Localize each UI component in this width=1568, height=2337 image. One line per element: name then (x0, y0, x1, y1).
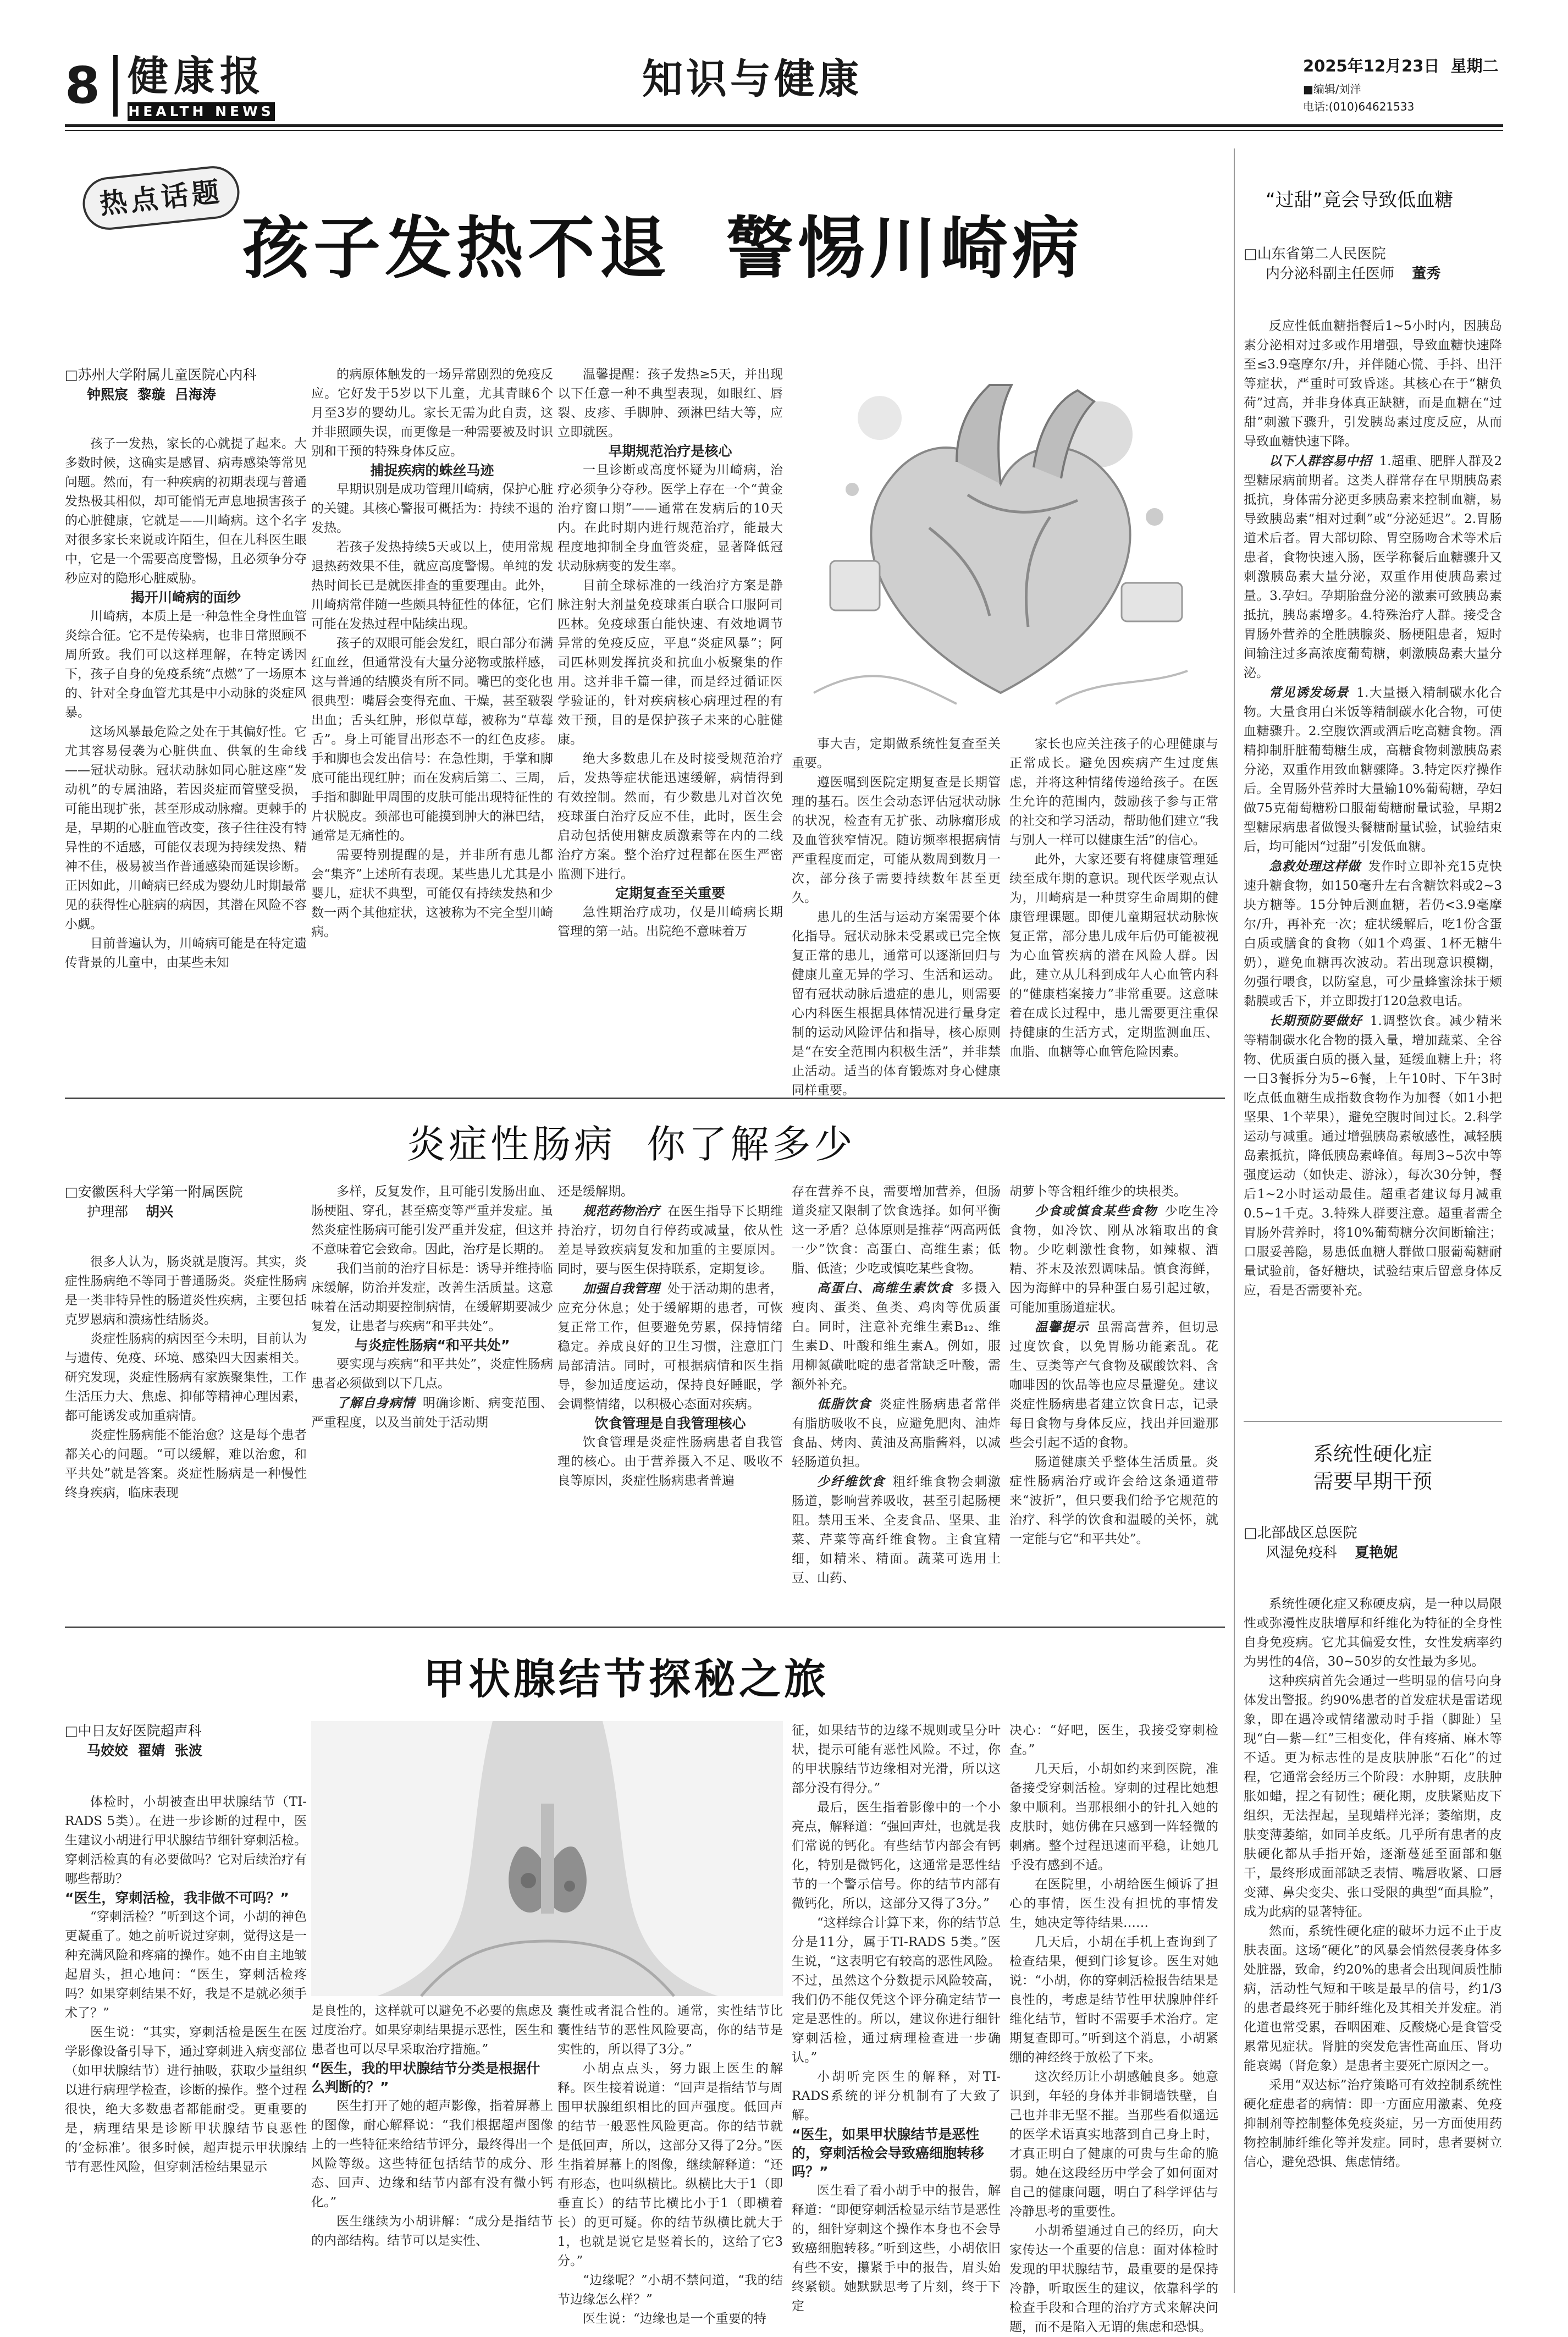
article2-col5-p1: 胡萝卜等含粗纤维少的块根类。 (1009, 1184, 1186, 1199)
article1-col2-p5: 需要特别提醒的是，并非所有患儿都会“集齐”上述所有表现。某些患儿尤其是小婴儿，症状不典型，可能仅有持续发热和少数一两个其他症状，这被称为不完全型川崎病。 (311, 848, 553, 939)
article1-subhead-4: 定期复查至关重要 (615, 885, 725, 901)
article2-col4-p2 (792, 1278, 1001, 1395)
article2-title: 炎症性肠病 你了解多少 (407, 1122, 856, 1167)
hot-topic-badge (80, 163, 242, 232)
article3-col4-p3: “这样综合计算下来，你的结节总分是11分，属于TI-RADS 5类。”医生说，“这表明它有较高的恶性风险。不过，虽然这个分数提示风险较高，我们仍不能仅凭这个评分确定结节一定是恶性的。所以，建议你进行细针穿刺活检，通过病理检查进一步确认。” (792, 1916, 1001, 2065)
article3-col4-p1: 征，如果结节的边缘不规则或呈分叶状，提示可能有恶性风险。不过，你的甲状腺结节边缘相对光滑，所以这部分没有得分。” (792, 1723, 1001, 1795)
article2-col2-p2: 我们当前的治疗目标是：诱导并维持临床缓解，防治并发症，改善生活质量。这意味着在活动期要控制病情，在缓解期要减少复发，让患者与疾病“和平共处”。 (311, 1261, 553, 1333)
sidebar1-p4-text: 发作时立即补充15克快速升糖食物，如150毫升左右含糖饮料或2~3块方糖等。15分钟后测血糖，若仍<3.9毫摩尔/升，再补充一次；症状缓解后，吃1份含蛋白质或膳食的食物（如1个鸡蛋、1杯无糖牛奶），避免血糖再次波动。若出现意识模糊，勿强行喂食，以防窒息，可少量蜂蜜涂抹于颊黏膜或舌下，并立即拨打120急救电话。 (1244, 859, 1502, 1008)
article1-col3-p3: 目前全球标准的一线治疗方案是静脉注射大剂量免疫球蛋白联合口服阿司匹林。免疫球蛋白能快速、有效地调节异常的免疫反应，平息“炎症风暴”；阿司匹林则发挥抗炎和抗血小板聚集的作用。这并非千篇一律，而是经过循证医学验证的，针对疾病核心病理过程的有效干预，目的是保护孩子未来的心脏健康。 (557, 578, 783, 747)
issue-date: 2025年12月23日 星期二 (1303, 57, 1499, 75)
sidebar2-author: 夏艳妮 (1355, 1545, 1398, 1561)
article3-col4-p5: 医生看了看小胡手中的报告，解释道：“即便穿刺活检显示结节是恶性的，细针穿刺这个操作本身也不会导致癌细胞转移。”听到这些，小胡依旧有些不安，攥紧手中的报告，眉头始终紧锁。她默默思考了片刻，终于下定 (792, 2184, 1001, 2313)
masthead-rule (65, 124, 1503, 127)
article3-col5 (1009, 1721, 1218, 2334)
article1-col1-p2: 川崎病，本质上是一种急性全身性血管炎综合征。它不是传染病，也非日常照顾不周所致。我们可以这样理解，在特定诱因下，孩子自身的免疫系统“点燃”了一场原本的、针对全身血管尤其是中小动脉的炎症风暴。 (65, 609, 307, 720)
sidebar1-byline (1244, 244, 1502, 284)
article2-col5-p4: 肠道健康关乎整体生活质量。炎症性肠病治疗或许会给这条通道带来“波折”，但只要我们给予它规范的治疗、科学的饮食和温暖的关怀，就一定能与它“和平共处”。 (1009, 1455, 1218, 1546)
article2-lead-8: 温馨提示 (1035, 1320, 1089, 1335)
heart-illustration (792, 352, 1210, 726)
article1-col2-p3: 若孩子发热持续5天或以上，使用常规退热药效果不佳，就应高度警惕。单纯的发热时间长已是就医排查的重要理由。此外，川崎病常伴随一些颇具特征性的体征，它们可能在发热过程中陆续出现。 (311, 540, 553, 631)
article3-col5-p6: 小胡希望通过自己的经历，向大家传达一个重要的信息：面对体检时发现的甲状腺结节，最重要的是保持冷静，听取医生的建议，依靠科学的检查手段和合理的治疗方式来解决问题，而不是陷入无谓的焦虑和恐惧。 (1009, 2224, 1218, 2334)
article1-col2-p1: 的病原体触发的一场异常剧烈的免疫反应。它好发于5岁以下儿童，尤其青睐6个月至3岁的婴幼儿。家长无需为此自责，这并非照顾失误，而更像是一种需要被及时识别和干预的特殊身体反应。 (311, 367, 553, 459)
sidebar-mid-rule (1244, 1421, 1502, 1422)
article1-col5-p1: 家长也应关注孩子的心理健康与正常成长。避免因疾病产生过度焦虑，并将这种情绪传递给孩子。在医生允许的范围内，鼓励孩子参与正常的社交和学习活动，帮助他们建立“我与别人一样可以健康生活”的信心。 (1009, 737, 1218, 847)
article3-col2 (311, 2002, 553, 2288)
sidebar2-p2: 这种疾病首先会通过一些明显的信号向身体发出警报。约90%患者的首发症状是雷诺现象，即在遇冷或情绪激动时手指（脚趾）呈现“白—紫—红”三相变化，伴有疼痛、麻木等不适。更为标志性的是皮肤肿胀“石化”的过程，它通常会经历三个阶段：水肿期，皮肤肿胀如蜡，捏之有韧性；硬化期，皮肤紧贴皮下组织，无法捏起，呈现蜡样光泽；萎缩期，皮肤变薄萎缩，如同羊皮纸。几乎所有患者的皮肤硬化都从手指开始，逐渐蔓延至面部和躯干，最终形成面部缺乏表情、嘴唇收紧、口唇变薄、鼻尖变尖、张口受限的典型“面具脸”，成为此病的显著特征。 (1244, 1674, 1502, 1919)
article2-col5-p2-text: 少吃生冷食物，如冷饮、刚从冰箱取出的食物。少吃刺激性食物，如辣椒、酒精、芥末及浓烈调味品。慎食海鲜，因为海鲜中的异种蛋白易引起过敏，可能加重肠道症状。 (1009, 1204, 1218, 1315)
article3-col4-p2: 最后，医生指着影像中的一个小亮点，解释道：“强回声灶，也就是我们常说的钙化。有些结节内部会有钙化，特别是微钙化，这通常是恶性结节的一个警示信号。你的结节内部有微钙化，所以，这部分又得了3分。” (792, 1800, 1001, 1911)
article2-role: 护理部 (87, 1204, 129, 1220)
article3-col4 (792, 1721, 1001, 2313)
sidebar1-p3 (1244, 683, 1502, 857)
article2-col4-p3-text: 炎症性肠病患者常伴有脂肪吸收不良，应避免肥肉、油炸食品、烤肉、黄油及高脂酱料，以减轻肠道负担。 (792, 1397, 1001, 1469)
sidebar2-p4: 采用“双达标”治疗策略可有效控制系统性硬化症患者的病情：即一方面应用激素、免疫抑制剂等控制整体免疫炎症，另一方面使用药物控制肺纤维化等并发症。同时，患者要树立信心，避免恐惧、焦虑情绪。 (1244, 2078, 1502, 2169)
article3-col3 (557, 2002, 783, 2326)
article1-col4-p3: 患儿的生活与运动方案需要个体化指导。冠状动脉未受累或已完全恢复正常的患儿，通常可以逐渐回归与健康儿童无异的学习、生活和运动。留有冠状动脉后遗症的患儿，则需要心内科医生根据具体情况进行量身定制的运动风险评估和指导，核心原则是“在安全范围内积极生活”，并非禁止活动。适当的体育锻炼对身心健康同样重要。 (792, 910, 1001, 1098)
article2-col3-p3 (557, 1279, 783, 1414)
article1-col5-p2: 此外，大家还要有将健康管理延续至成年期的意识。现代医学观点认为，川崎病是一种贯穿生命周期的健康管理课题。即便儿童期冠状动脉恢复正常，部分患儿成年后仍可能被视为心血管疾病的潜在风险人群。因此，建立从儿科到成年人心血管内科的“健康档案接力”非常重要。这意味着在成长过程中，患儿需要更注重保持健康的生活方式，定期监测血压、血脂、血糖等心血管危险因素。 (1009, 852, 1218, 1059)
article1-col1 (65, 434, 307, 1089)
article1-affiliation: □苏州大学附属儿童医院心内科 (65, 367, 257, 383)
article2-col5 (1009, 1182, 1218, 1616)
sidebar2-p1: 系统性硬化症又称硬皮病，是一种以局限性或弥漫性皮肤增厚和纤维化为特征的全身性自身免疫病。它尤其偏爱女性，女性发病率约为男性的4倍，30~50岁的女性最为多见。 (1244, 1597, 1502, 1669)
page-number-bar (113, 55, 118, 117)
article3-question-3: “医生，如果甲状腺结节是恶性的，穿刺活检会导致癌细胞转移吗？” (792, 2126, 985, 2180)
sidebar1-lead-1: 以下人群容易中招 (1269, 454, 1372, 468)
sidebar1-role: 内分泌科副主任医师 (1266, 266, 1395, 282)
article1-col3-p5: 急性期治疗成功，仅是川崎病长期管理的第一站。出院绝不意味着万 (557, 905, 783, 939)
article2-col2-p4 (311, 1393, 553, 1432)
article3-col1-p1: 体检时，小胡被查出甲状腺结节（TI-RADS 5类）。在进一步诊断的过程中，医生建议小胡进行甲状腺结节细针穿刺活检。穿刺活检真的有必要做吗？它对后续治疗有哪些帮助？ (65, 1795, 307, 1886)
page-number: 8 (65, 56, 101, 115)
sidebar2-role-line (1244, 1543, 1502, 1563)
sidebar1-p5-text: 1.调整饮食。减少精米等精制碳水化合物的摄入量，增加蔬菜、全谷物、优质蛋白质的摄入量，延缓血糖上升；将一日3餐拆分为5~6餐，上午10时、下午3时吃点低血糖生成指数食物作为加餐（如1小把坚果、1个苹果），避免空腹时间过长。2.科学运动与减重。通过增强胰岛素敏感性，减轻胰岛素抵抗，降低胰岛素峰值。每周3~5次中等强度运动（如快走、游泳），每次30分钟，餐后1~2小时运动最佳。超重者建议每月减重0.5~1千克。3.特殊人群要注意。超重者需全胃肠外营养时，将10%葡萄糖分次间断输注；口服妥善隐，易患低血糖人群做口服葡萄糖耐量试验前，备好糖块，试验结束后留意身体反应，看是否需要补充。 (1244, 1014, 1503, 1298)
article2-col3-p3-text: 处于活动期的患者，应充分休息；处于缓解期的患者，可恢复正常工作，但要避免劳累，保持情绪稳定。养成良好的卫生习惯，注意肛门局部清洁。同时，可根据病情和医生指导，参加适度运动，保持良好睡眠，学会调整情绪，以积极心态面对疾病。 (557, 1282, 783, 1412)
sidebar2-p3: 然而，系统性硬化症的破坏力远不止于皮肤表面。这场“硬化”的风暴会悄然侵袭身体多处脏器，致命，约20%的患者会出现间质性肺病，活动性气短和干咳是最早的信号，约1/3的患者最终死于肺纤维化及其相关并发症。消化道也常受累，吞咽困难、反酸烧心是食管受累常见症状。肾脏的突发危害性高血压、肾功能衰竭（肾危象）是患者主要死亡原因之一。 (1244, 1924, 1502, 2073)
sidebar1-lead-2: 常见诱发场景 (1269, 685, 1349, 700)
article2-col2-p4-text: 明确诊断、病变范围、严重程度，以及当前处于活动期 (311, 1396, 554, 1430)
paper-name: 健康报 (128, 53, 266, 100)
article3-col3-p3: “边缘呢？”小胡不禁问道，“我的结节边缘怎么样？” (557, 2273, 783, 2307)
sidebar1-title: “过甜”竟会导致低血糖 (1266, 189, 1454, 211)
sidebar1-p4 (1244, 857, 1502, 1011)
article2-col5-p2 (1009, 1201, 1218, 1318)
article1-col4-p2: 遵医嘱到医院定期复查是长期管理的基石。医生会动态评估冠状动脉的状况，检查有无扩张、动脉瘤形成及血管狭窄情况。随访频率根据病情严重程度而定，可能从数周到数月一次，部分孩子需要持续数年甚至更久。 (792, 775, 1001, 905)
article2-col3-p4: 饮食管理是炎症性肠病患者自我管理的核心。由于营养摄入不足、吸收不良等原因，炎症性肠病患者普遍 (557, 1435, 783, 1488)
phone: 电话:(010)64621533 (1303, 100, 1415, 113)
sidebar1-role-line (1244, 264, 1502, 284)
article3-col5-p3: 在医院里，小胡给医生倾诉了担心的事情，医生没有担忧的事情发生，她决定等待结果…… (1009, 1877, 1218, 1930)
article2-col4-p3 (792, 1395, 1001, 1472)
article1-col1-p1: 孩子一发热，家长的心就提了起来。大多数时候，这确实是感冒、病毒感染等常见问题。然而，有一种疾病的初期表现与普通发热极其相似，却可能悄无声息地损害孩子的心脏健康，它就是——川崎病。这个名字对很多家长来说或许陌生，但在儿科医生眼中，它是一个需要高度警惕，且必须争分夺秒应对的隐形心脏威胁。 (65, 437, 307, 586)
article3-col5-p4: 几天后，小胡在手机上查询到了检查结果，便到门诊复诊。医生对她说：“小胡，你的穿刺活检报告结果是良性的，考虑是结节性甲状腺肿伴纤维化结节，暂时不需要手术治疗。定期复查即可。”听到这个消息，小胡紧绷的神经终于放松了下来。 (1009, 1935, 1218, 2065)
section-title: 知识与健康 (642, 56, 862, 103)
article2-byline (65, 1182, 307, 1222)
sidebar1-lead-3: 急救处理这样做 (1269, 859, 1361, 874)
sidebar1-p2-text: 1.超重、肥胖人群及2型糖尿病前期者。这类人群常存在早期胰岛素抵抗，身体需分泌更多胰岛素来控制血糖，易导致胰岛素“相对过剩”或“分泌延迟”。2.胃肠道术后者。胃大部切除、胃空肠吻合术等术后患者，食物快速入肠，医学称餐后血糖骤升又刺激胰岛素大量分泌，双重作用使胰岛素过量。3.孕妇。孕期胎盘分泌的激素可致胰岛素抵抗，胰岛素增多。4.特殊治疗人群。接受含胃肠外营养的全胜胰腺炎、肠梗阻患者，短时间输注过多高浓度葡萄糖，刺激胰岛素大量分泌。 (1244, 454, 1503, 680)
sidebar2-body (1244, 1595, 1502, 2288)
article3-byline (65, 1721, 307, 1761)
article2-col1-p3: 炎症性肠病能不能治愈？这是每个患者都关心的问题。“可以缓解，难以治愈，和平共处”就是答案。炎症性肠病是一种慢性终身疾病，临床表现 (65, 1428, 307, 1500)
article2-col5-p3 (1009, 1318, 1218, 1453)
sidebar2-byline (1244, 1523, 1502, 1563)
article2-lead-1: 了解自身病情 (336, 1396, 415, 1410)
article3-col1 (65, 1793, 307, 2288)
article1-col4-p1: 事大吉，定期做系统性复查至关重要。 (792, 737, 1001, 770)
article3-col2-p3: 医生继续为小胡讲解：“成分是指结节的内部结构。结节可以是实性、 (311, 2214, 553, 2248)
article2-affiliation: □安徽医科大学第一附属医院 (65, 1184, 243, 1200)
article3-col2-p2: 医生打开了她的超声影像，指着屏幕上的图像，耐心解释说：“我们根据超声图像上的一些特征来给结节评分，最终得出一个风险等级。这些特征包括结节的成分、形态、回声、边缘和结节内部有没有微小钙化。” (311, 2099, 553, 2209)
heart-icon (792, 352, 1210, 726)
article1-bottom-rule (65, 1098, 1225, 1099)
article2-col2-p1: 多样，反复发作，且可能引发肠出血、肠梗阻、穿孔，甚至癌变等严重并发症。虽然炎症性肠病可能引发严重并发症，但这并不意味着它会致命。因此，治疗是长期的。 (311, 1184, 553, 1256)
article2-subhead-1: 与炎症性肠病“和平共处” (354, 1337, 510, 1353)
sidebar1-body (1244, 317, 1503, 1298)
article3-col1-p2: “穿刺活检？”听到这个词，小胡的神色更凝重了。她之前听说过穿刺，觉得这是一种充满风险和疼痛的操作。她不由自主地皱起眉头，担心地问：“医生，穿刺活检疼吗？如果穿刺结果不好，我是不是就必须手术了？” (65, 1910, 307, 2020)
thyroid-icon (311, 1721, 783, 1996)
article2-col4 (792, 1182, 1001, 1616)
article1-subhead-3: 早期规范治疗是核心 (608, 443, 732, 459)
thyroid-illustration (311, 1721, 783, 1996)
article3-col3-p1: 囊性或者混合性的。通常，实性结节比囊性结节的恶性风险要高，你的结节是实性的，所以得了3分。” (557, 2004, 783, 2057)
sidebar1-affiliation: □山东省第二人民医院 (1244, 246, 1386, 262)
article2-col1-p2: 炎症性肠病的病因至今未明，目前认为与遗传、免疫、环境、感染四大因素相关。研究发现，炎症性肠病有家族聚集性，工作生活压力大、焦虑、抑郁等精神心理因素，都可能诱发或加重病情。 (65, 1332, 307, 1423)
article3-col5-p5: 这次经历让小胡感触良多。她意识到，年轻的身体并非铜墙铁壁，自己也并非无坚不摧。当那些看似遥远的医学术语真实地落到自己身上时，才真正明白了健康的可贵与生命的脆弱。她在这段经历中学会了如何面对自己的健康问题，明白了科学评估与冷静思考的重要性。 (1009, 2070, 1218, 2219)
sidebar2-affiliation: □北部战区总医院 (1244, 1525, 1357, 1541)
article2-lead-7: 少食或慎食某些食物 (1035, 1204, 1157, 1219)
article2-col3 (557, 1182, 783, 1616)
sidebar2-title-line1: 系统性硬化症 (1313, 1443, 1432, 1465)
editor: ■编辑/刘洋 (1303, 82, 1361, 96)
article1-authors: 钟熙宸 黎璇 吕海涛 (87, 387, 216, 403)
article2-col1-p1: 很多人认为，肠炎就是腹泻。其实，炎症性肠病绝不等同于普通肠炎。炎症性肠病是一类非特异性的肠道炎性疾病，主要包括克罗恩病和溃疡性结肠炎。 (65, 1255, 307, 1327)
paper-en: HEALTH NEWS (128, 102, 275, 121)
article2-bottom-rule (65, 1627, 1225, 1628)
article2-lead-4: 高蛋白、高维生素饮食 (817, 1281, 953, 1296)
article1-byline (65, 365, 307, 405)
article2-role-line (65, 1202, 307, 1222)
article3-col5-p1: 决心：“好吧，医生，我接受穿刺检查。” (1009, 1723, 1218, 1757)
sidebar1-p5 (1244, 1011, 1502, 1300)
sidebar2-title-line2: 需要早期干预 (1313, 1470, 1432, 1493)
sidebar2-title (1244, 1441, 1502, 1496)
article3-question-1: “医生，穿刺活检，我非做不可吗？” (65, 1890, 289, 1906)
article1-col2 (311, 365, 553, 1089)
article3-col1-p3: 医生说：“其实，穿刺活检是医生在医学影像设备引导下，通过穿刺进入病变部位（如甲状腺结节）进行抽吸，获取少量组织以进行病理学检查，诊断的操作。整个过程很快，绝大多数患者都能耐受。更重要的是，病理结果是诊断甲状腺结节良恶性的‘金标准’。很多时候，超声提示甲状腺结节有恶性风险，但穿刺活检结果显示 (65, 2025, 307, 2174)
article2-col3-p1: 还是缓解期。 (557, 1184, 633, 1199)
article2-col4-p4 (792, 1472, 1001, 1588)
article1-col3-p4: 绝大多数患儿在及时接受规范治疗后，发热等症状能迅速缓解，病情得到有效控制。然而，有少数患儿对首次免疫球蛋白治疗反应不佳，此时，医生会启动包括使用糖皮质激素等在内的二线治疗方案。整个治疗过程都在医生严密监测下进行。 (557, 752, 783, 881)
article3-col5-p2: 几天后，小胡如约来到医院，准备接受穿刺活检。穿刺的过程比她想象中顺利。当那根细小的针扎入她的皮肤时，她仿佛在只感到一阵轻微的刺痛。整个过程迅速而平稳，让她几乎没有感到不适。 (1009, 1762, 1218, 1872)
sidebar1-author: 董秀 (1412, 266, 1441, 282)
masthead-rule-thin (65, 130, 1503, 131)
article3-affiliation: □中日友好医院超声科 (65, 1723, 202, 1739)
sidebar1-lead-4: 长期预防要做好 (1269, 1013, 1362, 1028)
article1-col3 (557, 365, 783, 1089)
article3-title: 甲状腺结节探秘之旅 (423, 1655, 829, 1704)
article1-subhead-2: 捕捉疾病的蛛丝马迹 (370, 462, 494, 478)
article2-col4-p1: 存在营养不良，需要增加营养，但肠道炎症又限制了饮食选择。如何平衡这一矛盾？总体原则是推荐“两高两低一少”饮食：高蛋白、高维生素；低脂、低渣；少吃或慎吃某些食物。 (792, 1184, 1001, 1276)
article1-col3-p2: 一旦诊断或高度怀疑为川崎病，治疗必须争分夺秒。医学上存在一个“黄金治疗窗口期”——通常在发病后的10天内。在此时期内进行规范治疗，能最大程度地抑制全身血管炎症，显著降低冠状动脉病变的发生率。 (557, 463, 783, 574)
article1-col3-p1: 温馨提醒：孩子发热≥5天，并出现以下任意一种不典型表现，如眼红、唇裂、皮疹、手脚肿、颈淋巴结大等，应立即就医。 (557, 367, 783, 439)
article2-lead-3: 加强自我管理 (583, 1281, 660, 1296)
article1-subhead-1: 揭开川崎病的面纱 (130, 589, 241, 605)
article2-col4-p2-text: 多摄入瘦肉、蛋类、鱼类、鸡肉等优质蛋白。同时，注意补充维生素B₁₂、维生素D、叶酸和维生素A。例如，服用柳氮磺吡啶的患者常缺乏叶酸，需额外补充。 (792, 1281, 1001, 1392)
sidebar2-role: 风湿免疫科 (1266, 1545, 1338, 1561)
article3-authors: 马姣姣 翟婧 张波 (87, 1743, 202, 1759)
article2-authors: 胡兴 (145, 1204, 173, 1220)
article1-col4 (792, 735, 1001, 1098)
hot-topic-badge-text: 热点话题 (98, 175, 224, 221)
article2-col3-p2 (557, 1201, 783, 1279)
article2-subhead-2: 饮食管理是自我管理核心 (594, 1415, 746, 1431)
sidebar-divider (1234, 148, 1235, 2293)
article2-lead-2: 规范药物治疗 (583, 1204, 660, 1219)
article2-col5-p3-text: 虽需高营养，但切忌过度饮食，以免胃肠功能紊乱。花生、豆类等产气食物及碳酸饮料、含咖啡因的饮品等也应尽量避免。建议炎症性肠病患者建立饮食日志，记录每日食物与身体反应，找出并回避那些会引起不适的食物。 (1009, 1320, 1218, 1450)
article2-lead-5: 低脂饮食 (817, 1397, 871, 1412)
article1-col2-p4: 孩子的双眼可能会发红，眼白部分布满红血丝，但通常没有大量分泌物或脓样感，这与普通的结膜炎有所不同。嘴巴的变化也很典型：嘴唇会变得充血、干燥，甚至皲裂出血；舌头红肿，形似草莓，被称为“草莓舌”。身上可能冒出形态不一的红色皮疹。手和脚也会发出信号：在急性期，手掌和脚底可能出现红肿；而在发病后第二、三周，手指和脚趾甲周围的皮肤可能出现特征性的片状脱皮。颈部也可能摸到肿大的淋巴结，通常是无痛性的。 (311, 636, 553, 843)
article2-col4-p4-text: 粗纤维食物会刺激肠道，影响营养吸收，甚至引起肠梗阻。禁用玉米、全麦食品、坚果、韭菜、芹菜等高纤维食物。主食宜精细，如精米、精面。蔬菜可选用土豆、山药、 (792, 1475, 1001, 1585)
sidebar1-p1: 反应性低血糖指餐后1~5小时内，因胰岛素分泌相对过多或作用增强，导致血糖快速降至≤3.9毫摩尔/升，并伴随心慌、手抖、出汗等症状，严重时可致昏迷。其核心在于“糖负荷”过高，并非身体真正缺糖，而是血糖在“过甜”刺激下骤升，引发胰岛素过度反应，从而导致血糖快速下降。 (1244, 319, 1502, 449)
article2-col1 (65, 1253, 307, 1616)
article2-col2 (311, 1182, 553, 1616)
article2-col2-p3: 要实现与疾病“和平共处”，炎症性肠病患者必须做到以下几点。 (311, 1357, 553, 1391)
article1-col2-p2: 早期识别是成功管理川崎病，保护心脏的关键。其核心警报可概括为：持续不退的发热。 (311, 482, 553, 535)
article1-col1-p3: 这场风暴最危险之处在于其偏好性。它尤其容易侵袭为心脏供血、供氧的生命线——冠状动脉。冠状动脉如同心脏这座“发动机”的专属油路，若因炎症而管壁受损，可能出现扩张，甚至形成动脉瘤。更棘手的是，早期的心脏血管改变，孩子往往没有特异性的不适感，可能仅表现为持续发热、精神不佳，极易被当作普通感染而延误诊断。正因如此，川崎病已经成为婴幼儿时期最常见的获得性心脏病的病因，其潜在风险不容小觑。 (65, 725, 307, 932)
article3-col4-p4: 小胡听完医生的解释，对TI-RADS系统的评分机制有了大致了解。 (792, 2070, 1001, 2123)
article1-col5 (1009, 735, 1218, 1089)
article3-col3-p4: 医生说：“边缘也是一个重要的特 (583, 2312, 766, 2326)
article1-col1-p4: 目前普遍认为，川崎病可能是在特定遗传背景的儿童中，由某些未知 (65, 936, 307, 970)
article2-lead-6: 少纤维饮食 (817, 1474, 885, 1489)
article1-title: 孩子发热不退 警惕川崎病 (242, 210, 1084, 288)
article3-col2-p1: 是良性的，这样就可以避免不必要的焦虑及过度治疗。如果穿刺结果提示恶性，医生和患者也可以尽早采取治疗措施。” (311, 2004, 553, 2057)
article3-col3-p2: 小胡点点头，努力跟上医生的解释。医生接着说道：“回声是指结节与周围甲状腺组织相比的回声强度。低回声的结节一般恶性风险更高。你的结节就是低回声，所以，这部分又得了2分。”医生指着屏幕上的图像，继续解释道：“还有形态，也叫纵横比。纵横比大于1（即垂直长）的结节比横比小于1（即横着长）的更可疑。你的结节纵横比就大于1，也就是说它是竖着长的，这给了它3分。” (557, 2062, 783, 2268)
article3-question-2: “医生，我的甲状腺结节分类是根据什么判断的？” (311, 2060, 540, 2095)
sidebar1-p3-text: 1.大量摄入精制碳水化合物。大量食用白米饭等精制碳水化合物，可使血糖骤升。2.空腹饮酒或酒后吃高糖食物。酒精抑制肝脏葡萄糖生成，高糖食物刺激胰岛素分泌，双重作用致血糖骤降。3.特定医疗操作后。全胃肠外营养时大量输10%葡萄糖，孕妇做75克葡萄糖粉口服葡萄糖耐量试验，早期2型糖尿病患者做馒头餐糖耐量试验，试验结束后，均可能因“过甜”引发低血糖。 (1244, 686, 1503, 854)
sidebar1-p2 (1244, 451, 1502, 683)
article2-col3-p2-text: 在医生指导下长期维持治疗，切勿自行停药或减量，依从性差是导致疾病复发和加重的主要原因。同时，要与医生保持联系，定期复诊。 (557, 1204, 783, 1276)
